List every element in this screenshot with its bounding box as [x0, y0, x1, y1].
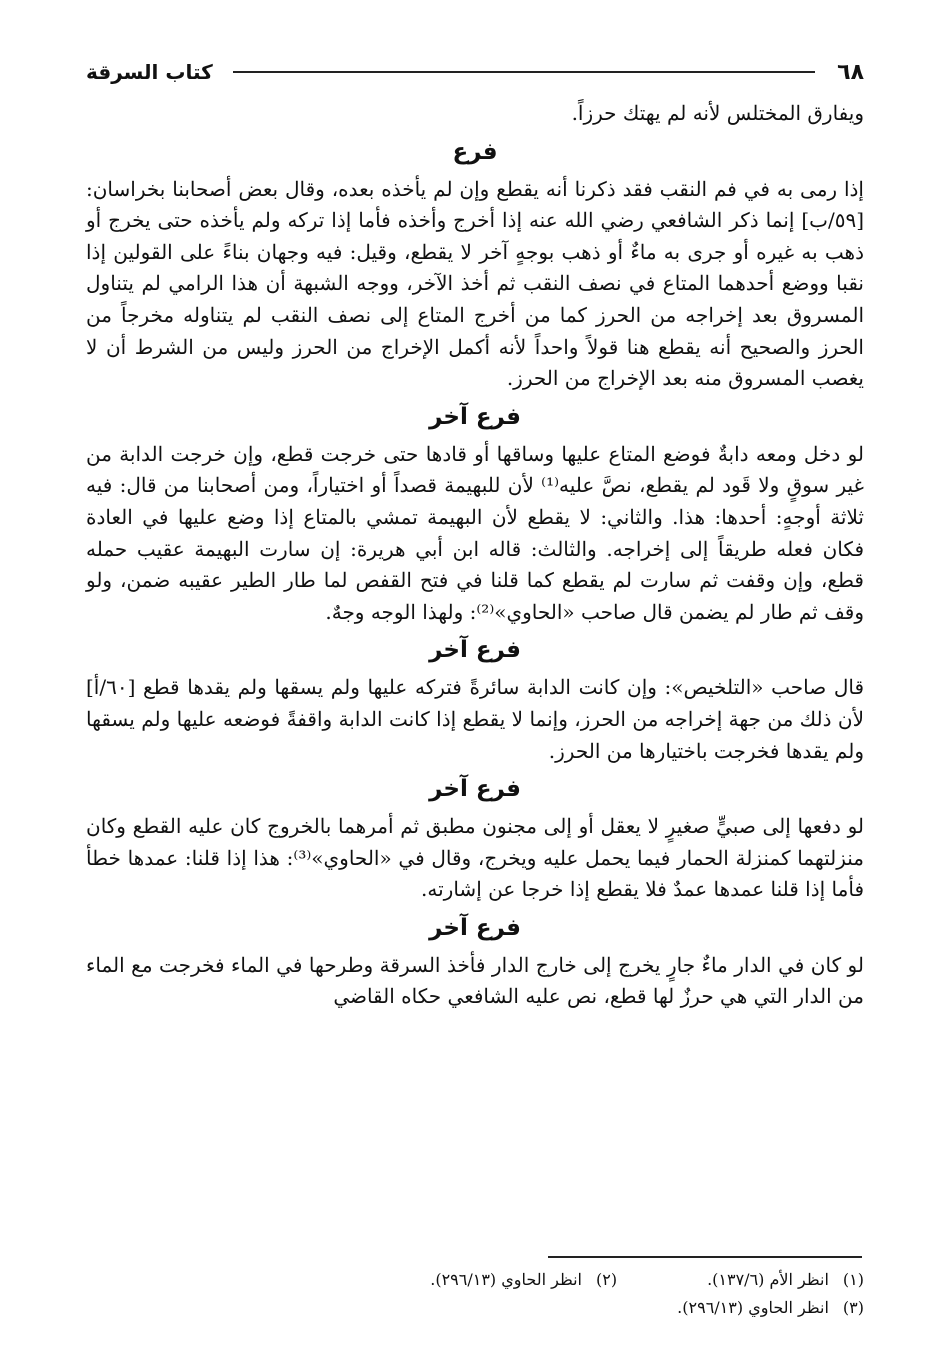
- paragraph-2: لو دخل ومعه دابةٌ فوضع المتاع عليها وساقها أو قادها حتى خرجت قطع، وإن خرجت الدابة من غير سوقٍ ولا قَود لم يقطع، نصَّ عليه⁽¹⁾ لأن للبهيمة قصداً أو اختياراً، ومن أصحابنا من قال: فيه ثلاثة أوجهٍ: أحدها: هذا. والثاني: لا يقطع لأن البهيمة تمشي بالمتاع إذا وضع عليها في العادة فكان فعله طريقاً إلى إخراجه. والثالث: قاله ابن أبي هريرة: إن سارت البهيمة عقيب حمله قطع، وإن وقفت ثم سارت لم يقطع كما قلنا في فتح القفص لما طار الطير عقيبه ضمن، ولو وقف ثم طار لم يضمن قال صاحب «الحاوي»⁽²⁾: ولهذا الوجه وجهٌ.: [86, 441, 865, 624]
- footnote-row: [86, 1266, 864, 1294]
- footnote-1-text: انظر الأم (١٣٧/٦).: [707, 1270, 829, 1289]
- footnote-row: [86, 1294, 864, 1322]
- section-heading-4: فرع آخر: [429, 776, 521, 803]
- footnote-3-number: (٣): [842, 1298, 864, 1317]
- book-page: [86, 52, 864, 1013]
- section-heading-3: فرع آخر: [429, 637, 521, 664]
- paragraph-3: قال صاحب «التلخيص»: وإن كانت الدابة سائرةً فتركه عليها ولم يسقها ولم يقدها قطع [٦٠/أ] لأن ذلك من جهة إخراجه من الحرز، وإنما لا يقطع إذا كانت الدابة واقفةً فوضعه عليها ولم يسقها ولم يقدها فخرجت باختيارها من الحرز.: [86, 675, 864, 763]
- page-header: [86, 52, 864, 92]
- paragraph-4: لو دفعها إلى صبيٍّ صغيرٍ لا يعقل أو إلى مجنون مطبق ثم أمرهما بالخروج كان عليه القطع وكان منزلتهما كمنزلة الحمار فيما يحمل عليه ويخرج، وقال في «الحاوي»⁽³⁾: هذا إذا قلنا: عمدها خطأ فأما إذا قلنا عمدها عمدٌ فلا يقطع إذا خرجا عن إشارته.: [86, 814, 865, 902]
- footnotes: [86, 1266, 864, 1322]
- paragraph-0: ويفارق المختلس لأنه لم يهتك حرزاً.: [571, 101, 864, 125]
- footnote-1-number: (١): [842, 1270, 864, 1289]
- section-heading-2: فرع آخر: [429, 403, 521, 430]
- footnote-2-text: انظر الحاوي (٢٩٦/١٣).: [430, 1270, 582, 1289]
- header-rule: [233, 71, 815, 73]
- running-title: كتاب السرقة: [86, 60, 213, 84]
- page-number: ٦٨: [837, 59, 864, 85]
- footnote-3-text: انظر الحاوي (٢٩٦/١٣).: [677, 1298, 829, 1317]
- paragraph-5: لو كان في الدار ماءٌ جارٍ يخرج إلى خارج الدار فأخذ السرقة وطرحها في الماء فخرجت مع الماء من الدار التي هي حرزٌ لها قطع، نص عليه الشافعي حكاه القاضي: [86, 952, 864, 1009]
- paragraph-1: إذا رمى به في فم النقب فقد ذكرنا أنه يقطع وإن لم يأخذه بعده، وقال بعض أصحابنا بخراسان: [٥٩/ب] إنما ذكر الشافعي رضي الله عنه إذا أخرج وأخذه فأما إذا تركه ولم يأخذه حتى يخرج أو ذهب به غيره أو جرى به ماءٌ أو ذهب بوجهٍ آخر لا يقطع، وقيل: فيه وجهان بناءً على القولين إذا نقبا ووضع أحدهما المتاع في نصف النقب ثم أخذ الآخر، ووجه الشبهة أن هذا الرامي لم يتناول المسروق بعد إخراجه من الحرز كما من أخرج المتاع إلى نصف النقب لم يتناوله مخرجاً من الحرز والصحيح أنه يقطع هنا قولاً واحداً لأنه أكمل الإخراج من الحرز وليس من الشرط أن لا يغصب المسروق منه بعد الإخراج من الحرز.: [86, 176, 864, 391]
- section-heading-1: فرع: [452, 138, 498, 165]
- footnote-rule: [548, 1256, 862, 1258]
- footnote-1: [707, 1266, 864, 1294]
- footnote-2-number: (٢): [595, 1270, 618, 1289]
- section-heading-5: فرع آخر: [429, 914, 521, 941]
- footnote-2: [430, 1266, 617, 1294]
- footnote-3: [677, 1294, 864, 1322]
